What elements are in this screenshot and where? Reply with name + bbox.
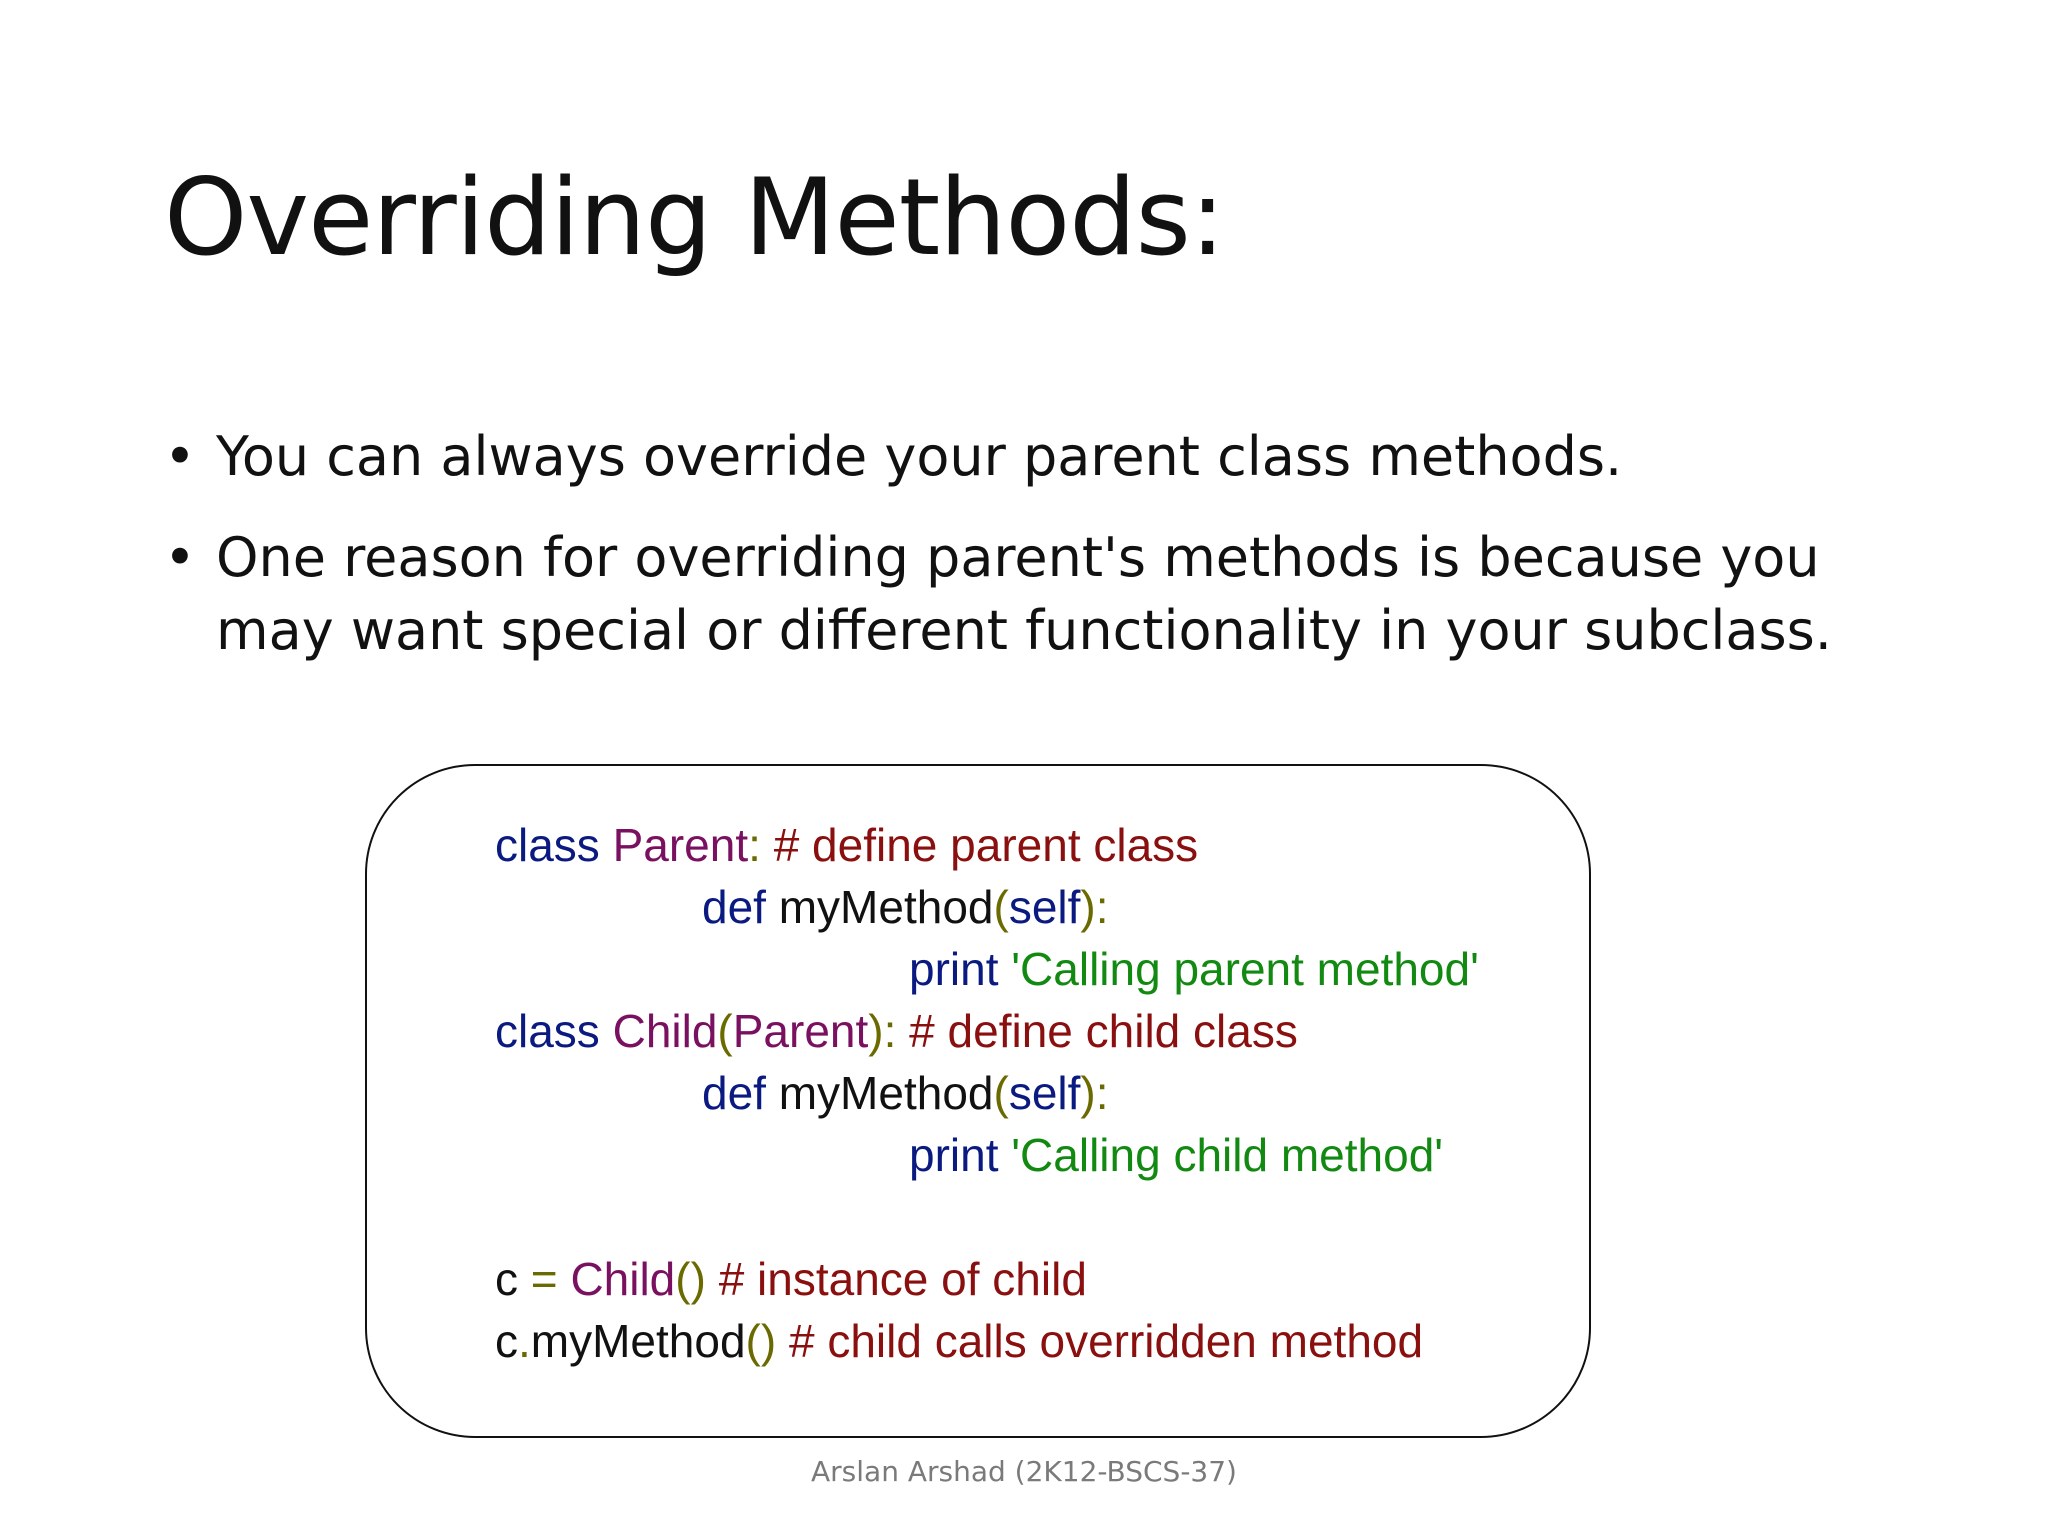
code-method-name: myMethod — [530, 1315, 746, 1367]
code-punctuation: ( — [717, 1005, 733, 1057]
code-punctuation: . — [518, 1315, 531, 1367]
bullet-text: One reason for overriding parent's methods is because you may want special or different functionality in your subclass. — [216, 526, 1832, 662]
code-class-name: Child — [570, 1253, 676, 1305]
code-comment: # child calls overridden method — [788, 1315, 1424, 1367]
code-line — [495, 1248, 1479, 1310]
bullet-text: You can always override your parent class methods. — [216, 425, 1623, 488]
code-box — [365, 764, 1591, 1438]
code-punctuation: ): — [868, 1005, 897, 1057]
bullet-item — [164, 420, 1924, 493]
code-line — [495, 1310, 1479, 1372]
code-punctuation: () — [675, 1253, 706, 1305]
bullet-list — [164, 420, 1924, 695]
code-comment: # instance of child — [718, 1253, 1087, 1305]
code-variable: c — [495, 1315, 518, 1367]
code-comment: # define parent class — [773, 819, 1199, 871]
code-variable: c — [495, 1253, 518, 1305]
code-keyword: def — [702, 881, 766, 933]
code-keyword: class — [495, 819, 600, 871]
code-blank-line — [495, 1186, 1479, 1248]
code-punctuation: = — [530, 1253, 558, 1305]
code-argument: self — [1008, 881, 1081, 933]
bullet-item — [164, 521, 1924, 667]
bullet-dot-icon: • — [164, 425, 196, 488]
code-method-name: myMethod — [778, 881, 994, 933]
code-line — [495, 1000, 1479, 1062]
slide-title: Overriding Methods: — [164, 156, 1225, 279]
code-string: 'Calling child method' — [1011, 1129, 1444, 1181]
code-line — [495, 814, 1479, 876]
code-keyword: class — [495, 1005, 600, 1057]
code-class-name: Parent — [612, 819, 749, 871]
code-line — [495, 938, 1479, 1000]
code-class-name: Parent — [732, 1005, 869, 1057]
code-string: 'Calling parent method' — [1011, 943, 1479, 995]
code-punctuation: () — [745, 1315, 777, 1367]
code-line — [495, 1124, 1479, 1186]
code-argument: self — [1008, 1067, 1081, 1119]
slide-footer: Arslan Arshad (2K12-BSCS-37) — [811, 1455, 1237, 1488]
code-line — [495, 876, 1479, 938]
code-comment: # define child class — [909, 1005, 1298, 1057]
code-keyword: def — [702, 1067, 766, 1119]
code-punctuation: : — [748, 819, 761, 871]
code-method-name: myMethod — [778, 1067, 994, 1119]
code-keyword: print — [909, 943, 999, 995]
code-line — [495, 1062, 1479, 1124]
code-class-name: Child — [612, 1005, 718, 1057]
code-punctuation: ( — [993, 1067, 1009, 1119]
code-block — [495, 814, 1479, 1372]
code-punctuation: ): — [1080, 881, 1109, 933]
code-punctuation: ( — [993, 881, 1009, 933]
code-punctuation: ): — [1080, 1067, 1109, 1119]
code-keyword: print — [909, 1129, 999, 1181]
bullet-dot-icon: • — [164, 526, 196, 589]
